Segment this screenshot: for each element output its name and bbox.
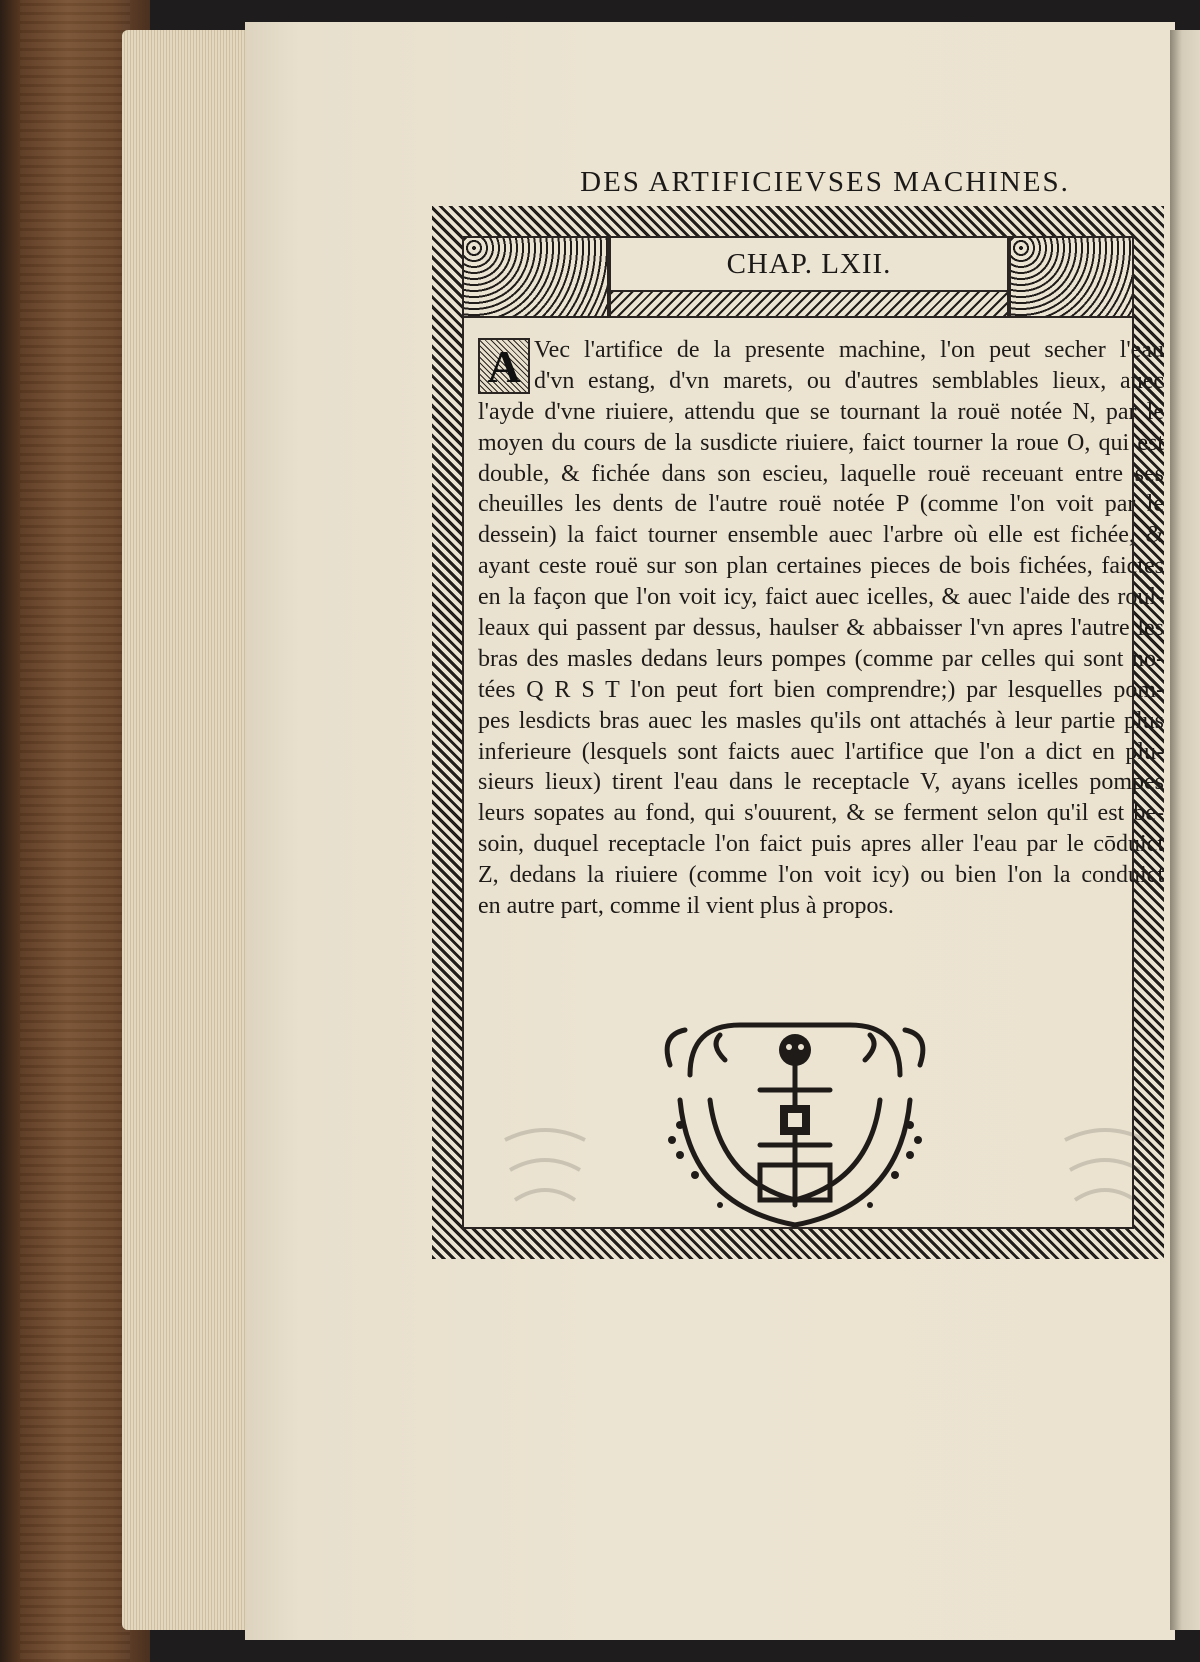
header-ornament-left — [462, 236, 609, 318]
text-line: soin, duquel receptacle l'on faict puis apres aller l'eau par le cōduict — [478, 831, 1164, 858]
text-line: d'vn estang, d'vn marets, ou d'autres semblables lieux, auec — [534, 367, 1164, 394]
page-edges — [122, 30, 250, 1630]
text-line: en autre part, comme il vient plus à propos. — [478, 893, 894, 920]
text-line: ayant ceste rouë sur son plan certaines pieces de bois fichées, faictes — [478, 553, 1164, 580]
text-line: double, & fichée dans son escieu, laquelle rouë receuant entre ses — [478, 460, 1164, 487]
text-line: tées Q R S T l'on peut fort bien comprendre;) par lesquelles pom- — [478, 676, 1164, 703]
text-line: leaux qui passent par dessus, haulser & abbaisser l'vn apres l'autre les — [478, 615, 1164, 642]
chapter-title: CHAP. LXII. — [609, 236, 1009, 292]
woodcut-ornament — [650, 1005, 940, 1235]
text-line: moyen du cours de la susdicte riuiere, faict tourner la roue O, qui est — [478, 429, 1164, 456]
running-head: DES ARTIFICIEVSES MACHINES. — [580, 166, 1070, 198]
text-line: leurs sopates au fond, qui s'ouurent, & se ferment selon qu'il est be- — [478, 800, 1164, 827]
chapter-body-text — [478, 335, 1164, 922]
show-through-ornament — [495, 1120, 595, 1210]
header-ornament-right — [1009, 236, 1134, 318]
text-line: Z, dedans la riuiere (comme l'on voit icy) ou bien l'on la conduict — [478, 862, 1164, 889]
show-through-ornament — [1055, 1120, 1155, 1210]
text-line: bras des masles dedans leurs pompes (comme par celles qui sont no- — [478, 645, 1164, 672]
facing-page-edge — [1170, 30, 1200, 1630]
text-line: Vec l'artifice de la presente machine, l'on peut secher l'eau — [534, 337, 1164, 363]
text-line: sieurs lieux) tirent l'eau dans le receptacle V, ayans icelles pompes — [478, 769, 1164, 796]
drop-cap: A — [478, 338, 530, 394]
text-line: l'ayde d'vne riuiere, attendu que se tournant la rouë notée N, par le — [478, 398, 1164, 425]
text-line: en la façon que l'on voit icy, faict auec icelles, & auec l'aide des roul- — [478, 584, 1164, 611]
text-line: inferieure (lesquels sont faicts auec l'artifice que l'on a dict en plu- — [478, 738, 1164, 765]
text-line: dessein) la faict tourner ensemble auec l'arbre où elle est fichée, & — [478, 522, 1164, 549]
text-line: pes lesdicts bras auec les masles qu'ils ont attachés à leur partie plus — [478, 707, 1164, 734]
text-line: cheuilles les dents de l'autre rouë notée P (comme l'on voit par le — [478, 491, 1164, 518]
header-ornament-band — [609, 292, 1009, 318]
